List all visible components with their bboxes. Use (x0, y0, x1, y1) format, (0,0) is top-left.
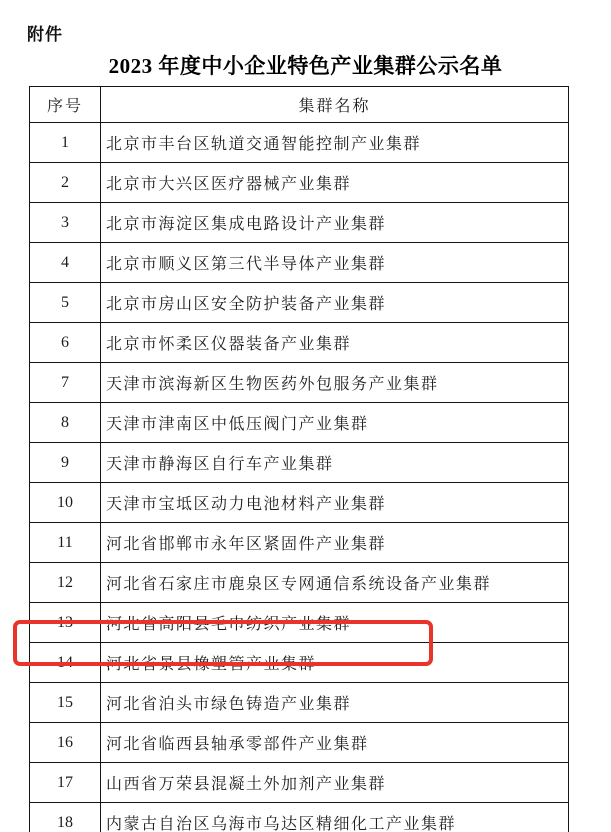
row-index-cell: 1 (30, 123, 101, 163)
table-row (30, 363, 569, 403)
row-index-cell: 9 (30, 443, 101, 483)
row-index-cell: 10 (30, 483, 101, 523)
table-row (30, 523, 569, 563)
table-row (30, 683, 569, 723)
cluster-table-body (30, 123, 569, 832)
row-name-cell: 北京市房山区安全防护装备产业集群 (101, 283, 569, 323)
cluster-table (29, 86, 569, 832)
row-index-cell: 7 (30, 363, 101, 403)
row-index-cell: 12 (30, 563, 101, 603)
table-row (30, 443, 569, 483)
table-row (30, 563, 569, 603)
row-index-cell: 5 (30, 283, 101, 323)
document-title: 2023 年度中小企业特色产业集群公示名单 (108, 54, 503, 78)
header-cell-name: 集群名称 (101, 87, 569, 123)
row-index-cell: 8 (30, 403, 101, 443)
table-row (30, 163, 569, 203)
table-row (30, 403, 569, 443)
row-name-cell: 河北省景县橡塑管产业集群 (101, 643, 569, 683)
row-index-cell: 15 (30, 683, 101, 723)
table-row (30, 603, 569, 643)
table-row (30, 123, 569, 163)
table-row (30, 283, 569, 323)
row-name-cell: 河北省邯郸市永年区紧固件产业集群 (101, 523, 569, 563)
table-row (30, 763, 569, 803)
row-name-cell: 天津市静海区自行车产业集群 (101, 443, 569, 483)
row-name-cell: 河北省泊头市绿色铸造产业集群 (101, 683, 569, 723)
row-index-cell: 3 (30, 203, 101, 243)
row-name-cell: 北京市怀柔区仪器装备产业集群 (101, 323, 569, 363)
table-row (30, 803, 569, 832)
table-row (30, 203, 569, 243)
row-name-cell: 北京市丰台区轨道交通智能控制产业集群 (101, 123, 569, 163)
row-name-cell: 北京市顺义区第三代半导体产业集群 (101, 243, 569, 283)
row-name-cell: 天津市津南区中低压阀门产业集群 (101, 403, 569, 443)
table-row (30, 483, 569, 523)
row-name-cell: 北京市海淀区集成电路设计产业集群 (101, 203, 569, 243)
row-index-cell: 6 (30, 323, 101, 363)
row-index-cell: 4 (30, 243, 101, 283)
cluster-table-header (30, 87, 569, 123)
row-index-cell: 13 (30, 603, 101, 643)
row-name-cell: 内蒙古自治区乌海市乌达区精细化工产业集群 (101, 803, 569, 832)
table-row-highlighted (30, 643, 569, 683)
table-row (30, 323, 569, 363)
row-name-cell: 天津市滨海新区生物医药外包服务产业集群 (101, 363, 569, 403)
row-name-cell: 天津市宝坻区动力电池材料产业集群 (101, 483, 569, 523)
row-index-cell: 14 (30, 643, 101, 683)
attachment-label: 附件 (27, 25, 63, 44)
row-index-cell: 11 (30, 523, 101, 563)
header-cell-index: 序号 (30, 87, 101, 123)
row-index-cell: 17 (30, 763, 101, 803)
row-name-cell: 北京市大兴区医疗器械产业集群 (101, 163, 569, 203)
table-row (30, 243, 569, 283)
header-row (30, 87, 569, 123)
row-name-cell: 河北省高阳县毛巾纺织产业集群 (101, 603, 569, 643)
row-name-cell: 河北省临西县轴承零部件产业集群 (101, 723, 569, 763)
row-name-cell: 河北省石家庄市鹿泉区专网通信系统设备产业集群 (101, 563, 569, 603)
row-name-cell: 山西省万荣县混凝土外加剂产业集群 (101, 763, 569, 803)
table-row (30, 723, 569, 763)
row-index-cell: 2 (30, 163, 101, 203)
row-index-cell: 18 (30, 803, 101, 832)
row-index-cell: 16 (30, 723, 101, 763)
